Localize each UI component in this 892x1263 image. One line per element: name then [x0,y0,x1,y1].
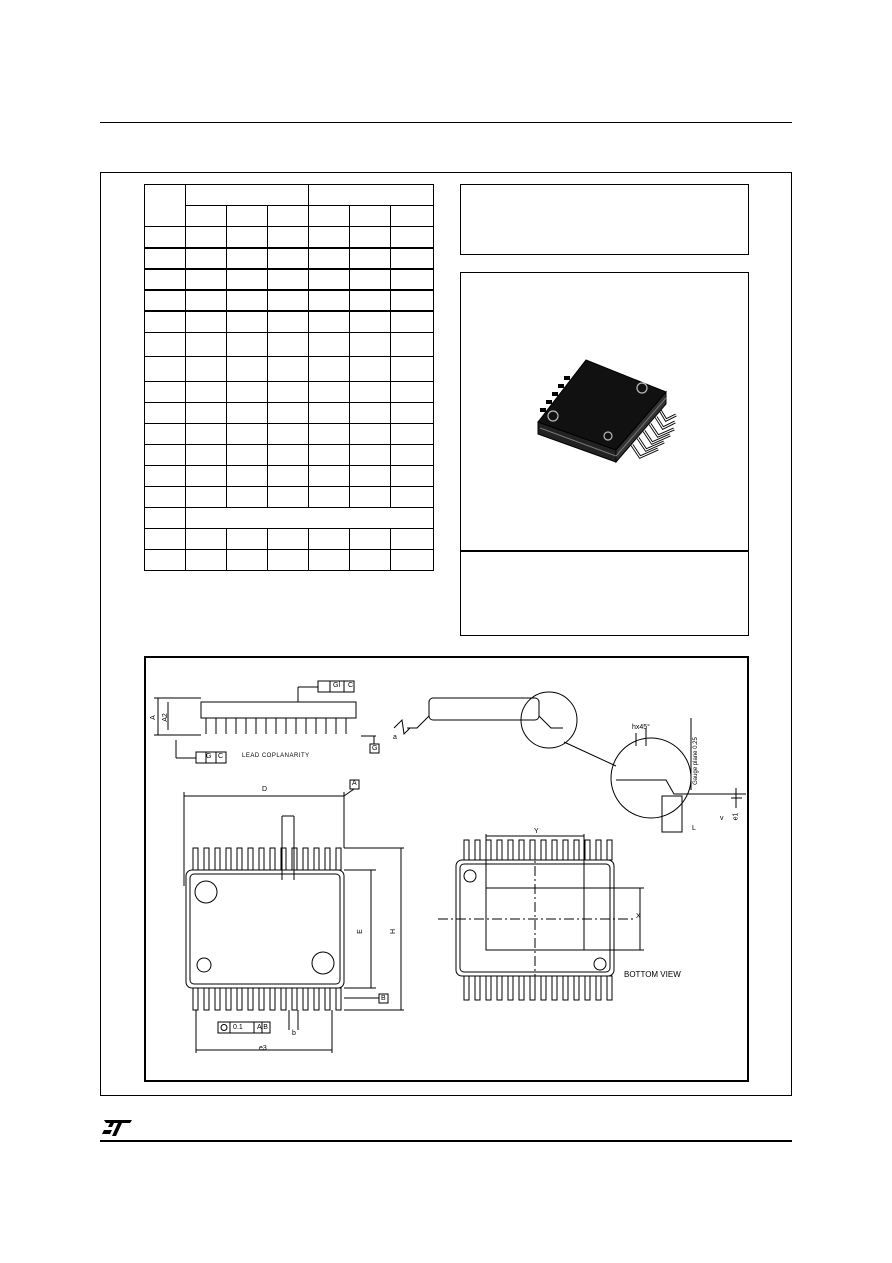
table-cell [350,381,391,402]
table-cell [391,528,434,549]
table-cell [227,549,268,570]
table-cell [268,423,309,444]
table-cell [268,290,309,311]
dim-Y-label: Y [534,828,539,835]
side-view-leads [206,718,346,734]
flatness-datum: C [348,682,354,689]
table-cell [391,290,434,311]
table-cell [309,248,350,269]
table-cell [309,486,350,507]
table-cell [227,248,268,269]
table-cell [350,357,391,381]
table-cell [309,465,350,486]
table-cell [145,381,186,402]
bottom-view-label: BOTTOM VIEW [624,970,681,979]
table-cell [350,290,391,311]
table-cell [186,423,227,444]
footer-rule [100,1140,792,1142]
table-cell [186,507,434,528]
table-cell [391,248,434,269]
table-cell [186,465,227,486]
table-cell [391,333,434,357]
image-caption-divider [460,550,749,552]
table-cell [309,290,350,311]
table-cell [268,248,309,269]
table-cell [309,528,350,549]
table-cell [309,381,350,402]
table-cell [227,357,268,381]
header-cell [186,185,309,206]
table-cell [145,227,186,248]
table-cell [186,381,227,402]
header-cell [186,206,227,227]
table-cell [350,549,391,570]
table-cell [350,269,391,290]
mechanical-drawing [146,658,747,1080]
tolerance-datums: A B [257,1024,268,1031]
header-rule [100,122,792,123]
package-3d-illustration [520,350,680,470]
table-cell [145,248,186,269]
table-cell [309,311,350,333]
table-cell [186,290,227,311]
profile-view-body [429,698,539,720]
table-cell [268,528,309,549]
header-cell [268,206,309,227]
table-cell [350,528,391,549]
table-cell [309,333,350,357]
package-title-box [460,184,749,255]
table-cell [391,549,434,570]
dim-e1-label: e1 [732,812,740,821]
table-cell [186,333,227,357]
dim-E-label: E [356,929,364,934]
table-cell [391,444,434,465]
table-cell [309,269,350,290]
table-cell [145,269,186,290]
table-cell [350,486,391,507]
top-view-leads-bottom [193,988,341,1010]
table-cell [268,549,309,570]
table-cell [309,402,350,423]
table-cell [145,423,186,444]
table-cell [145,290,186,311]
table-cell [186,248,227,269]
table-cell [391,381,434,402]
table-cell [145,486,186,507]
table-cell [391,311,434,333]
side-view-body [201,702,356,718]
table-cell [227,465,268,486]
dim-D-label: D [262,786,268,793]
top-view-body [186,870,344,988]
table-cell [227,402,268,423]
header-cell [227,206,268,227]
header-cell [145,185,186,227]
table-cell [145,357,186,381]
table-cell [391,423,434,444]
dim-v-label: v [720,815,724,822]
table-cell [309,227,350,248]
table-cell [268,486,309,507]
table-cell [227,333,268,357]
coplanarity-value: G [206,753,212,760]
table-cell [227,381,268,402]
table-cell [350,311,391,333]
table-cell [391,465,434,486]
table-cell [186,269,227,290]
table-cell [268,465,309,486]
table-cell [268,444,309,465]
table-cell [268,357,309,381]
table-cell [309,444,350,465]
table-cell [186,311,227,333]
dim-b-label: b [292,1030,296,1037]
table-cell [227,311,268,333]
header-cell [309,185,434,206]
dim-L-label: L [692,825,696,832]
table-cell [227,444,268,465]
table-cell [186,357,227,381]
dim-G-datum: G [372,745,378,752]
datum-B-label: B [381,995,386,1002]
table-cell [186,227,227,248]
table-cell [145,311,186,333]
table-cell [145,528,186,549]
tolerance-value: 0.1 [233,1024,243,1031]
table-cell [268,333,309,357]
coplanarity-datum: C [218,753,224,760]
table-cell [227,528,268,549]
detail-circle [611,738,691,818]
table-cell [268,381,309,402]
dim-X-label: X [636,913,641,920]
table-cell [186,549,227,570]
table-cell [268,311,309,333]
table-cell [309,423,350,444]
table-cell [186,402,227,423]
table-cell [268,269,309,290]
table-cell [268,402,309,423]
table-cell [391,357,434,381]
table-cell [145,465,186,486]
table-cell [145,549,186,570]
header-cell [309,206,350,227]
header-cell [350,206,391,227]
table-cell [309,357,350,381]
table-cell [186,444,227,465]
table-cell [350,423,391,444]
table-cell [350,402,391,423]
table-cell [350,465,391,486]
table-cell [350,248,391,269]
header-cell [391,206,434,227]
chamfer-label: hx45° [632,724,650,731]
table-cell [309,549,350,570]
table-cell [227,290,268,311]
table-cell [350,333,391,357]
dim-a-label: a [393,734,397,741]
table-cell [227,227,268,248]
dim-H-label: H [390,928,398,935]
bottom-view-leads-bottom [464,976,612,1000]
gauge-plane-label: Gauge plane 0.25 [692,737,699,785]
table-cell [350,227,391,248]
dim-e3-label: e3 [259,1045,267,1052]
dimension-table [144,184,434,571]
table-cell [391,402,434,423]
table-cell [145,507,186,528]
table-cell [227,423,268,444]
flatness-value: Gl [333,682,340,689]
table-cell [145,444,186,465]
coplanarity-label: LEAD COPLANARITY [242,753,310,759]
table-cell [391,486,434,507]
table-cell [186,486,227,507]
datum-A-label: A [352,780,357,787]
dim-A2-label: A2 [161,713,169,722]
table-cell [350,444,391,465]
table-cell [391,227,434,248]
table-cell [145,333,186,357]
table-cell [186,528,227,549]
st-logo [100,1118,134,1138]
dim-A-label: A [149,715,157,720]
table-cell [227,269,268,290]
table-cell [391,269,434,290]
table-cell [227,486,268,507]
table-cell [145,402,186,423]
top-view-leads-top [193,848,341,870]
table-cell [268,227,309,248]
